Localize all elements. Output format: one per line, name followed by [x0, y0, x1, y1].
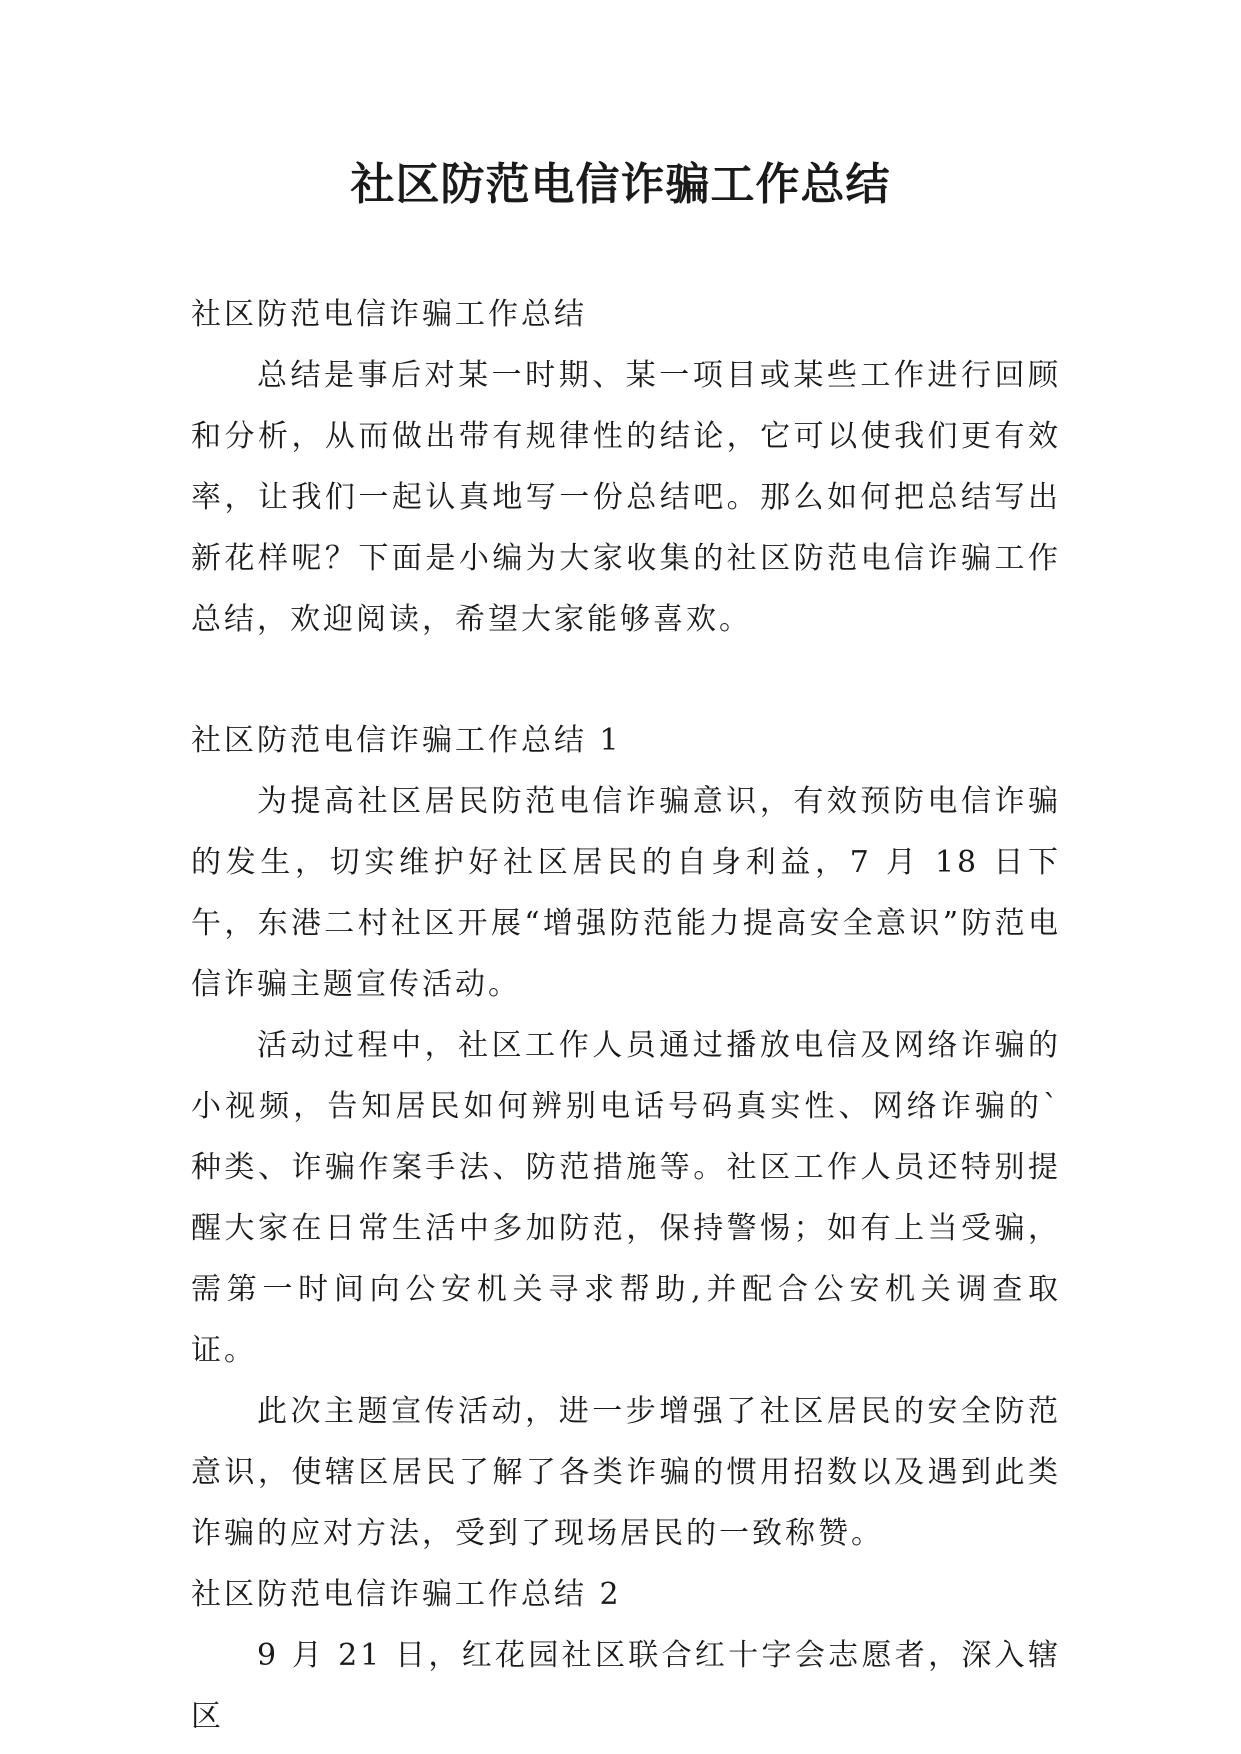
- section-2-heading: 社区防范电信诈骗工作总结 2: [191, 1577, 622, 1612]
- document-title: 社区防范电信诈骗工作总结: [350, 159, 891, 210]
- section-1-paragraph-2: 活动过程中，社区工作人员通过播放电信及网络诈骗的小视频，告知居民如何辨别电话号码真实性、网络诈骗的`种类、诈骗作案手法、防范措施等。社区工作人员还特别提醒大家在日常生活中多加防范，保持警惕；如有上当受骗，需第一时间向公安机关寻求帮助,并配合公安机关调查取证。: [191, 1028, 1061, 1368]
- document-body: [191, 284, 1061, 1747]
- intro-paragraph: 总结是事后对某一时期、某一项目或某些工作进行回顾和分析，从而做出带有规律性的结论，它可以使我们更有效率，让我们一起认真地写一份总结吧。那么如何把总结写出新花样呢？下面是小编为大家收集的社区防范电信诈骗工作总结，欢迎阅读，希望大家能够喜欢。: [191, 358, 1061, 637]
- section-2-paragraph-1: 9 月 21 日，红花园社区联合红十字会志愿者，深入辖区: [191, 1638, 1061, 1734]
- section-1-paragraph-3: 此次主题宣传活动，进一步增强了社区居民的安全防范意识，使辖区居民了解了各类诈骗的惯用招数以及遇到此类诈骗的应对方法，受到了现场居民的一致称赞。: [191, 1394, 1061, 1551]
- section-spacer: [191, 650, 1061, 710]
- section-1-heading: 社区防范电信诈骗工作总结 1: [191, 723, 622, 758]
- section-1-paragraph-1: 为提高社区居民防范电信诈骗意识，有效预防电信诈骗的发生，切实维护好社区居民的自身利益，7 月 18 日下午，东港二村社区开展“增强防范能力提高安全意识”防范电信诈骗主题宣传活动。: [191, 784, 1061, 1002]
- intro-heading: 社区防范电信诈骗工作总结: [191, 297, 587, 332]
